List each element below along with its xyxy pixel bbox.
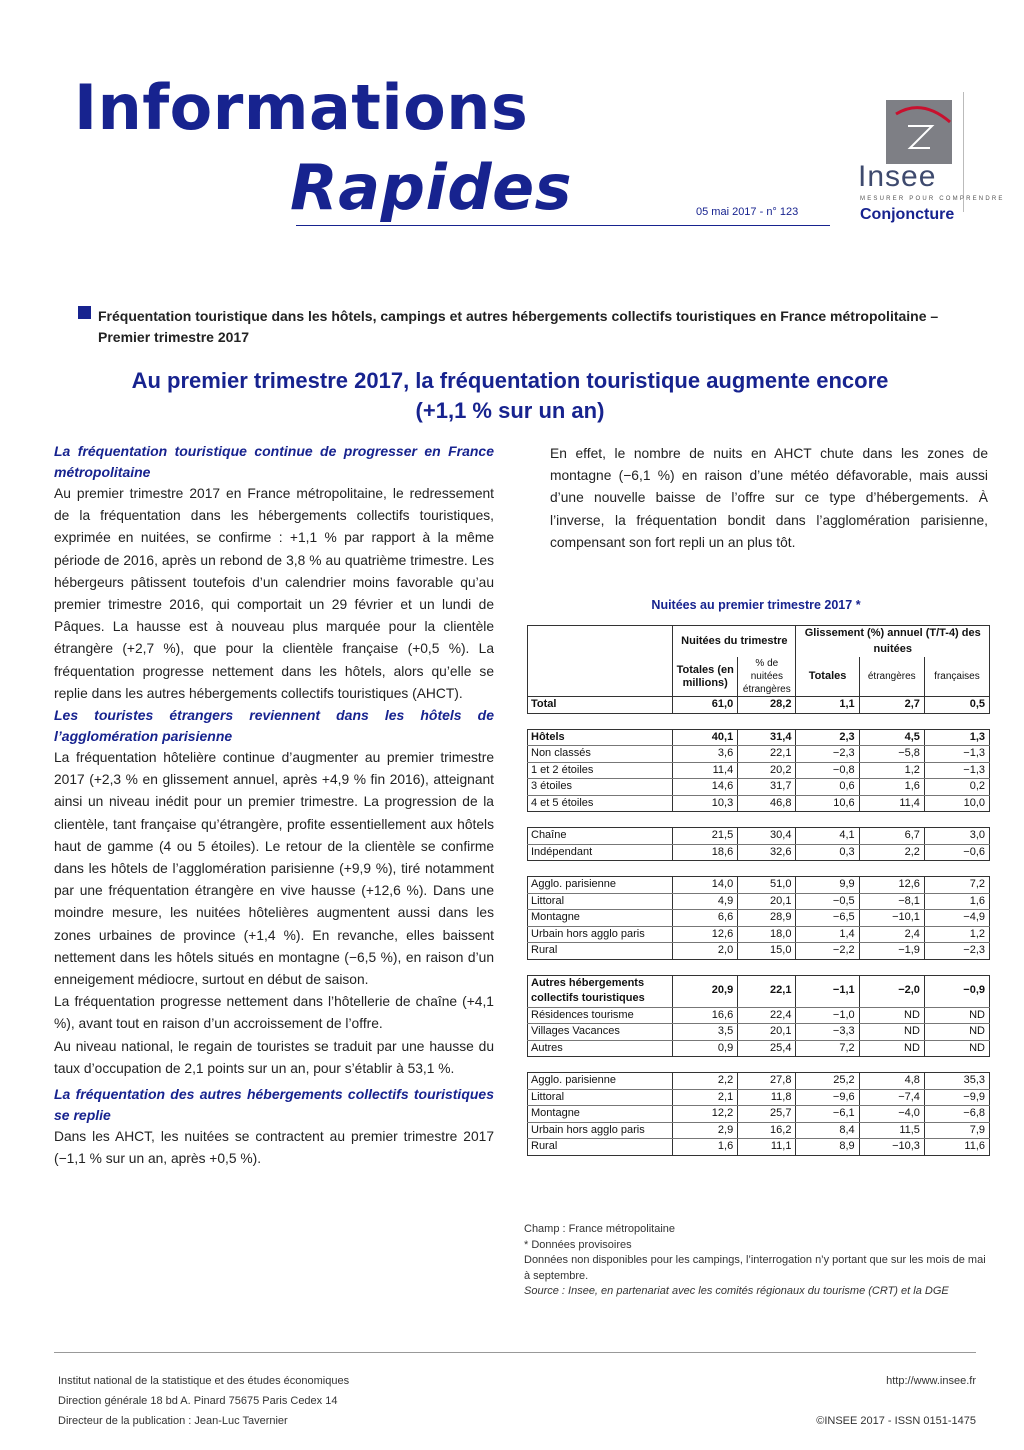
cell-value: −10,1 bbox=[859, 910, 924, 927]
cell-value: 18,6 bbox=[673, 844, 738, 861]
issue-date-number: 05 mai 2017 - n° 123 bbox=[696, 206, 799, 218]
table-row bbox=[528, 975, 990, 1007]
table-row bbox=[528, 910, 990, 927]
row-label: Agglo. parisienne bbox=[528, 1073, 673, 1090]
cell-value: 7,2 bbox=[796, 1040, 859, 1057]
table-subheader-row bbox=[528, 657, 990, 697]
cell-value: 0,6 bbox=[796, 779, 859, 796]
cell-value: 1,4 bbox=[796, 926, 859, 943]
publication-subject: Fréquentation touristique dans les hôtels, campings et autres hébergements collectifs touristiques en France métropolitaine – Premier trimestre 2017 bbox=[98, 308, 939, 345]
cell-value: 25,7 bbox=[738, 1106, 796, 1123]
row-label: Villages Vacances bbox=[528, 1024, 673, 1041]
row-label: Hôtels bbox=[528, 729, 673, 746]
header-growth-french: françaises bbox=[924, 657, 989, 697]
table-row bbox=[528, 1139, 990, 1156]
cell-value: 28,2 bbox=[738, 697, 796, 714]
table-row bbox=[528, 943, 990, 960]
row-label: Autres bbox=[528, 1040, 673, 1057]
cell-value: 4,9 bbox=[673, 893, 738, 910]
row-label: Urbain hors agglo paris bbox=[528, 1122, 673, 1139]
cell-value: 7,9 bbox=[924, 1122, 989, 1139]
note-scope: Champ : France métropolitaine bbox=[524, 1223, 676, 1235]
table-spacer bbox=[528, 1057, 990, 1073]
cell-value: −6,1 bbox=[796, 1106, 859, 1123]
cell-value: ND bbox=[859, 1007, 924, 1024]
header-total-millions: Totales (en millions) bbox=[673, 657, 738, 697]
cell-value: 35,3 bbox=[924, 1073, 989, 1090]
cell-value: 16,2 bbox=[738, 1122, 796, 1139]
row-label: Résidences tourisme bbox=[528, 1007, 673, 1024]
cell-value: 2,9 bbox=[673, 1122, 738, 1139]
row-label: 1 et 2 étoiles bbox=[528, 762, 673, 779]
nights-table bbox=[527, 625, 990, 1156]
row-label: 4 et 5 étoiles bbox=[528, 795, 673, 812]
cell-value: ND bbox=[859, 1040, 924, 1057]
cell-value: −1,3 bbox=[924, 762, 989, 779]
table-row bbox=[528, 1106, 990, 1123]
cell-value: −9,9 bbox=[924, 1089, 989, 1106]
cell-value: ND bbox=[859, 1024, 924, 1041]
table-title: Nuitées au premier trimestre 2017 * bbox=[651, 598, 861, 612]
cell-value: 0,2 bbox=[924, 779, 989, 796]
square-bullet-icon bbox=[78, 306, 91, 319]
row-label: Autres hébergements collectifs touristiques bbox=[528, 975, 673, 1007]
table-row bbox=[528, 1024, 990, 1041]
cell-value: 3,6 bbox=[673, 746, 738, 763]
cell-value: −5,8 bbox=[859, 746, 924, 763]
cell-value: 18,0 bbox=[738, 926, 796, 943]
cell-value: 31,7 bbox=[738, 779, 796, 796]
header-growth-total: Totales bbox=[796, 657, 859, 697]
cell-value: 30,4 bbox=[738, 828, 796, 845]
row-label: Agglo. parisienne bbox=[528, 877, 673, 894]
cell-value: 1,2 bbox=[859, 762, 924, 779]
header-growth-foreign: étrangères bbox=[859, 657, 924, 697]
right-column bbox=[550, 443, 988, 554]
paragraph-5: Dans les AHCT, les nuitées se contractent au premier trimestre 2017 (−1,1 % sur un an, après +0,5 %). bbox=[54, 1129, 494, 1167]
footer-institute: Institut national de la statistique et des études économiques bbox=[58, 1375, 350, 1387]
table-spacer bbox=[528, 959, 990, 975]
cell-value: 11,5 bbox=[859, 1122, 924, 1139]
cell-value: 2,1 bbox=[673, 1089, 738, 1106]
cell-value: 22,4 bbox=[738, 1007, 796, 1024]
cell-value: 1,6 bbox=[859, 779, 924, 796]
cell-value: 27,8 bbox=[738, 1073, 796, 1090]
cell-value: ND bbox=[924, 1024, 989, 1041]
row-label: Littoral bbox=[528, 1089, 673, 1106]
section-heading-3: La fréquentation des autres hébergements collectifs touristiques se replie bbox=[54, 1086, 494, 1124]
cell-value: 11,8 bbox=[738, 1089, 796, 1106]
cell-value: 28,9 bbox=[738, 910, 796, 927]
cell-value: 10,0 bbox=[924, 795, 989, 812]
footer-rule bbox=[54, 1352, 976, 1353]
footer-address bbox=[58, 1371, 349, 1431]
section-heading-1: La fréquentation touristique continue de progresser en France métropolitaine bbox=[54, 443, 494, 480]
cell-value: 1,3 bbox=[924, 729, 989, 746]
logo-divider bbox=[963, 92, 964, 212]
cell-value: 3,5 bbox=[673, 1024, 738, 1041]
cell-value: 11,6 bbox=[924, 1139, 989, 1156]
header-share-foreign: % de nuitées étrangères bbox=[738, 657, 796, 697]
cell-value: −2,3 bbox=[924, 943, 989, 960]
table-row bbox=[528, 1089, 990, 1106]
cell-value: 6,6 bbox=[673, 910, 738, 927]
cell-value: 2,0 bbox=[673, 943, 738, 960]
cell-value: −4,9 bbox=[924, 910, 989, 927]
cell-value: 11,1 bbox=[738, 1139, 796, 1156]
cell-value: 3,0 bbox=[924, 828, 989, 845]
row-label: Rural bbox=[528, 1139, 673, 1156]
cell-value: −4,0 bbox=[859, 1106, 924, 1123]
cell-value: ND bbox=[924, 1007, 989, 1024]
cell-value: −6,8 bbox=[924, 1106, 989, 1123]
section-label-conjoncture: Conjoncture bbox=[860, 206, 955, 223]
headline: Au premier trimestre 2017, la fréquentation touristique augmente encore (+1,1 % sur un an) bbox=[131, 368, 889, 423]
row-label: Non classés bbox=[528, 746, 673, 763]
cell-value: −0,6 bbox=[924, 844, 989, 861]
table-row bbox=[528, 828, 990, 845]
cell-value: 0,9 bbox=[673, 1040, 738, 1057]
cell-value: 46,8 bbox=[738, 795, 796, 812]
cell-value: 22,1 bbox=[738, 975, 796, 1007]
footer-right bbox=[760, 1371, 976, 1431]
paragraph-2: La fréquentation hôtelière continue d’augmenter au premier trimestre 2017 (+2,3 % en glissement annuel, après +4,9 % fin 2016), atteignant ainsi un niveau inédit pour un premier trimestre. La progression de la clientèle, tant française qu’étrangère, profite essentiellement aux hôtels haut de gamme (4 ou 5 étoiles). Le retour de la clientèle se confirme dans les hôtels de l’agglomération parisienne (+9,9 %), tiré notamment par une fréquentation étrangère en vive hausse (+12,6 %). Dans une moindre mesure, les nuitées hôtelières augmentent aussi dans les zones urbaines de province (+1,4 %). En revanche, elles baissent nettement dans les hôtels situés en montagne (−6,5 %), en raison d’un enneigement médiocre, surtout en début de saison. bbox=[54, 750, 494, 988]
row-label: Montagne bbox=[528, 910, 673, 927]
section-heading-2: Les touristes étrangers reviennent dans les hôtels de l’agglomération parisienne bbox=[54, 707, 494, 745]
table-row bbox=[528, 779, 990, 796]
masthead-rule bbox=[296, 225, 830, 226]
cell-value: 20,1 bbox=[738, 893, 796, 910]
cell-value: 25,4 bbox=[738, 1040, 796, 1057]
row-label: Montagne bbox=[528, 1106, 673, 1123]
table-spacer bbox=[528, 812, 990, 828]
cell-value: 40,1 bbox=[673, 729, 738, 746]
footer-director: Directeur de la publication : Jean-Luc Tavernier bbox=[58, 1415, 288, 1427]
table-row bbox=[528, 1122, 990, 1139]
cell-value: −8,1 bbox=[859, 893, 924, 910]
cell-value: 31,4 bbox=[738, 729, 796, 746]
paragraph-1: Au premier trimestre 2017 en France métropolitaine, le redressement de la fréquentation dans les hébergements collectifs touristiques, exprimée en nuitées, se confirme : +1,1 % par rapport à la même période de 2016, après un rebond de 3,8 % au quatrième trimestre. Les hébergeurs pâtissent toutefois d’un calendrier moins favorable qu’au premier trimestre 2016, qui comportait un 29 février et un lundi de Pâques. La hausse est à nouveau plus marquée pour la clientèle étrangère (+2,7 %), que pour la clientèle française (+0,5 %). La fréquentation progresse nettement dans les hôtels, alors qu’elle se replie dans les autres hébergements collectifs touristiques (AHCT). bbox=[54, 486, 494, 701]
table-row bbox=[528, 1007, 990, 1024]
table-row bbox=[528, 926, 990, 943]
cell-value: −1,3 bbox=[924, 746, 989, 763]
cell-value: 2,4 bbox=[859, 926, 924, 943]
table-row bbox=[528, 746, 990, 763]
cell-value: 1,2 bbox=[924, 926, 989, 943]
cell-value: −10,3 bbox=[859, 1139, 924, 1156]
row-label: Total bbox=[528, 697, 673, 714]
table-row bbox=[528, 762, 990, 779]
paragraph-3: La fréquentation progresse nettement dans l’hôtellerie de chaîne (+4,1 %), avant tout en raison d’un accroissement de l’offre. bbox=[54, 994, 494, 1032]
cell-value: −0,9 bbox=[924, 975, 989, 1007]
table-notes bbox=[524, 1222, 988, 1300]
cell-value: 10,6 bbox=[796, 795, 859, 812]
insee-logo-tagline: MESURER POUR COMPRENDRE bbox=[860, 196, 1005, 202]
cell-value: 1,1 bbox=[796, 697, 859, 714]
cell-value: 4,5 bbox=[859, 729, 924, 746]
row-label: 3 étoiles bbox=[528, 779, 673, 796]
row-label: Littoral bbox=[528, 893, 673, 910]
footer-direction: Direction générale 18 bd A. Pinard 75675 Paris Cedex 14 bbox=[58, 1395, 338, 1407]
table-row bbox=[528, 697, 990, 714]
cell-value: 2,2 bbox=[859, 844, 924, 861]
insee-logo-icon bbox=[886, 100, 952, 164]
left-column bbox=[54, 441, 494, 1170]
note-not-available: Données non disponibles pour les campings, l’interrogation n’y portant que sur les mois de mai à septembre. bbox=[524, 1254, 986, 1282]
table-row bbox=[528, 893, 990, 910]
cell-value: −6,5 bbox=[796, 910, 859, 927]
footer-url[interactable]: http://www.insee.fr bbox=[886, 1375, 976, 1387]
cell-value: −0,8 bbox=[796, 762, 859, 779]
header-group-nights: Nuitées du trimestre bbox=[673, 626, 796, 658]
cell-value: 12,6 bbox=[673, 926, 738, 943]
cell-value: 51,0 bbox=[738, 877, 796, 894]
cell-value: 20,2 bbox=[738, 762, 796, 779]
cell-value: −3,3 bbox=[796, 1024, 859, 1041]
footer-copyright: ©INSEE 2017 - ISSN 0151-1475 bbox=[816, 1415, 976, 1427]
cell-value: −1,1 bbox=[796, 975, 859, 1007]
cell-value: ND bbox=[924, 1040, 989, 1057]
cell-value: 15,0 bbox=[738, 943, 796, 960]
note-source: Source : Insee, en partenariat avec les comités régionaux du tourisme (CRT) et la DGE bbox=[524, 1285, 949, 1297]
cell-value: 2,2 bbox=[673, 1073, 738, 1090]
table-spacer bbox=[528, 713, 990, 729]
cell-value: −7,4 bbox=[859, 1089, 924, 1106]
cell-value: 11,4 bbox=[673, 762, 738, 779]
table-header-row bbox=[528, 626, 990, 658]
cell-value: 6,7 bbox=[859, 828, 924, 845]
cell-value: 14,6 bbox=[673, 779, 738, 796]
cell-value: 12,2 bbox=[673, 1106, 738, 1123]
cell-value: −1,9 bbox=[859, 943, 924, 960]
note-provisional: * Données provisoires bbox=[524, 1238, 632, 1251]
cell-value: 4,1 bbox=[796, 828, 859, 845]
cell-value: 11,4 bbox=[859, 795, 924, 812]
cell-value: 0,5 bbox=[924, 697, 989, 714]
cell-value: 7,2 bbox=[924, 877, 989, 894]
table-row bbox=[528, 795, 990, 812]
header-group-growth: Glissement (%) annuel (T/T-4) des nuitées bbox=[796, 626, 990, 658]
cell-value: 2,3 bbox=[796, 729, 859, 746]
cell-value: 20,1 bbox=[738, 1024, 796, 1041]
masthead-title-informations: Informations bbox=[74, 71, 529, 144]
table-row bbox=[528, 877, 990, 894]
row-label: Urbain hors agglo paris bbox=[528, 926, 673, 943]
paragraph-4: Au niveau national, le regain de touristes se traduit par une hausse du taux d’occupation de 2,1 points sur un an, pour s’établir à 53,1 %. bbox=[54, 1038, 494, 1076]
cell-value: 32,6 bbox=[738, 844, 796, 861]
cell-value: 1,6 bbox=[673, 1139, 738, 1156]
cell-value: 2,7 bbox=[859, 697, 924, 714]
cell-value: 9,9 bbox=[796, 877, 859, 894]
cell-value: −0,5 bbox=[796, 893, 859, 910]
cell-value: −2,2 bbox=[796, 943, 859, 960]
cell-value: 1,6 bbox=[924, 893, 989, 910]
table-row bbox=[528, 1073, 990, 1090]
masthead-title-rapides: Rapides bbox=[290, 151, 573, 224]
cell-value: −2,3 bbox=[796, 746, 859, 763]
cell-value: 22,1 bbox=[738, 746, 796, 763]
cell-value: 10,3 bbox=[673, 795, 738, 812]
cell-value: 8,4 bbox=[796, 1122, 859, 1139]
row-label: Rural bbox=[528, 943, 673, 960]
cell-value: 25,2 bbox=[796, 1073, 859, 1090]
cell-value: 0,3 bbox=[796, 844, 859, 861]
cell-value: −2,0 bbox=[859, 975, 924, 1007]
cell-value: 21,5 bbox=[673, 828, 738, 845]
paragraph-right-1: En effet, le nombre de nuits en AHCT chute dans les zones de montagne (−6,1 %) en raison d’une météo défavorable, mais aussi d’une nouvelle baisse de l’offre sur ce type d’hébergements. À l’inverse, la fréquentation bondit dans l’agglomération parisienne, compensant son fort repli un an plus tôt. bbox=[550, 446, 988, 550]
insee-logo-wordmark: Insee bbox=[858, 160, 937, 193]
table-row bbox=[528, 729, 990, 746]
cell-value: 12,6 bbox=[859, 877, 924, 894]
cell-value: 16,6 bbox=[673, 1007, 738, 1024]
table-row bbox=[528, 844, 990, 861]
cell-value: 61,0 bbox=[673, 697, 738, 714]
row-label: Indépendant bbox=[528, 844, 673, 861]
table-spacer bbox=[528, 861, 990, 877]
cell-value: 8,9 bbox=[796, 1139, 859, 1156]
cell-value: −9,6 bbox=[796, 1089, 859, 1106]
cell-value: −1,0 bbox=[796, 1007, 859, 1024]
cell-value: 20,9 bbox=[673, 975, 738, 1007]
table-row bbox=[528, 1040, 990, 1057]
cell-value: 4,8 bbox=[859, 1073, 924, 1090]
cell-value: 14,0 bbox=[673, 877, 738, 894]
row-label: Chaîne bbox=[528, 828, 673, 845]
